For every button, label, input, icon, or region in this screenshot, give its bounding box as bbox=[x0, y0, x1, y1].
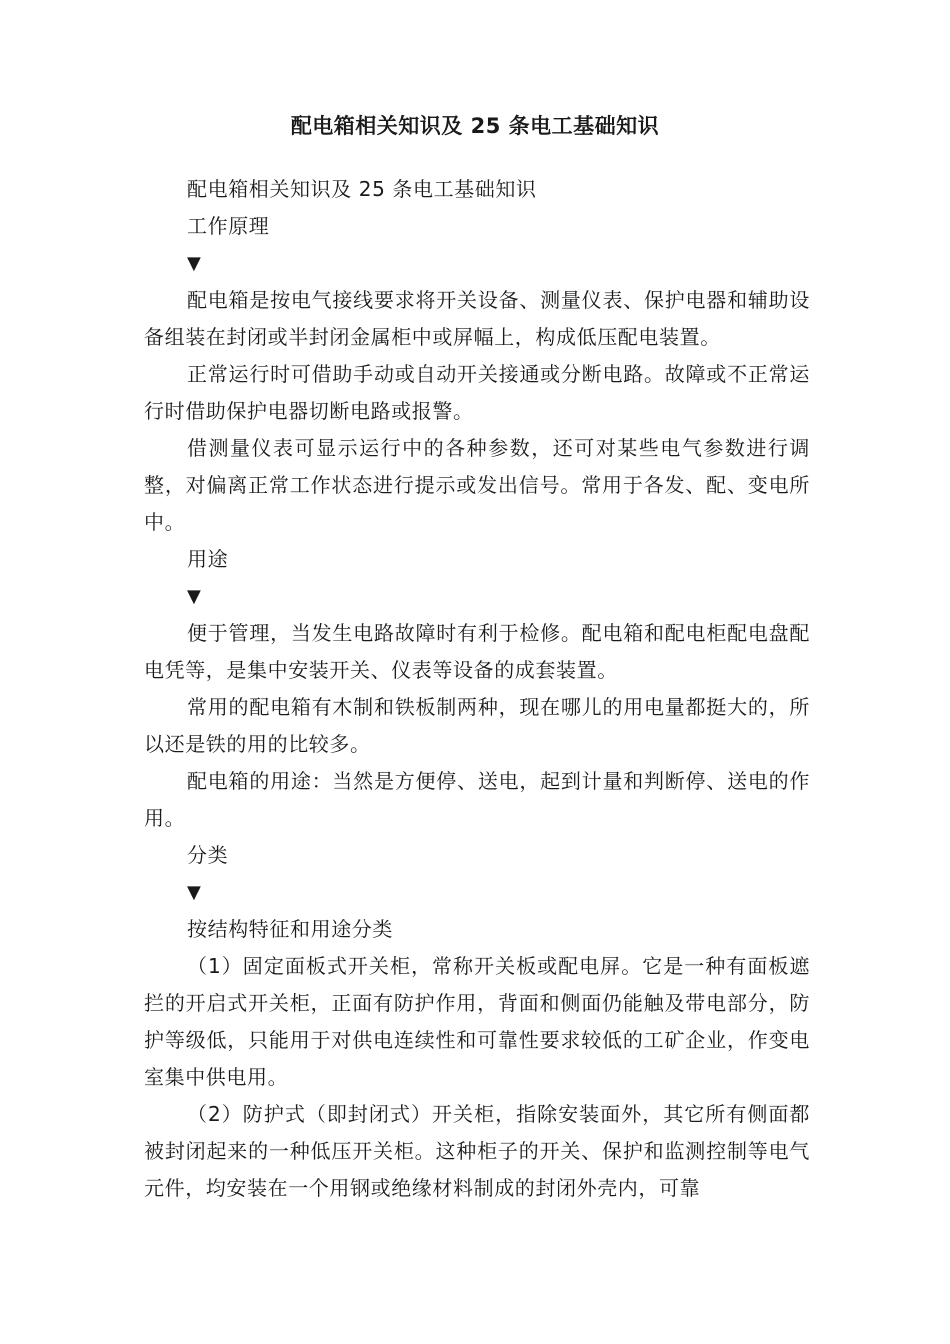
body-paragraph: 便于管理，当发生电路故障时有利于检修。配电箱和配电柜配电盘配电凭等，是集中安装开关、仪表等设备的成套装置。 bbox=[144, 621, 810, 682]
body-paragraph: 按结构特征和用途分类 bbox=[187, 917, 393, 941]
down-arrow-icon: ▼ bbox=[187, 882, 202, 903]
section-heading-classification: 分类 bbox=[187, 843, 229, 867]
down-arrow-icon: ▼ bbox=[187, 253, 202, 274]
document-body bbox=[144, 171, 810, 1207]
body-paragraph: 常用的配电箱有木制和铁板制两种，现在哪儿的用电量都挺大的，所以还是铁的用的比较多。 bbox=[144, 695, 810, 756]
down-arrow-icon: ▼ bbox=[187, 586, 202, 607]
section-heading-working-principle: 工作原理 bbox=[187, 214, 270, 238]
body-paragraph: 配电箱是按电气接线要求将开关设备、测量仪表、保护电器和辅助设备组装在封闭或半封闭金属柜中或屏幅上，构成低压配电装置。 bbox=[144, 288, 810, 349]
body-paragraph: （1）固定面板式开关柜，常称开关板或配电屏。它是一种有面板遮拦的开启式开关柜，正面有防护作用，背面和侧面仍能触及带电部分，防护等级低，只能用于对供电连续性和可靠性要求较低的工矿企业，作变电室集中供电用。 bbox=[144, 954, 810, 1089]
document-title: 配电箱相关知识及 25 条电工基础知识 bbox=[290, 114, 660, 138]
body-paragraph: （2）防护式（即封闭式）开关柜，指除安装面外，其它所有侧面都被封闭起来的一种低压开关柜。这种柜子的开关、保护和监测控制等电气元件，均安装在一个用钢或绝缘材料制成的封闭外壳内，可靠 bbox=[144, 1102, 810, 1200]
section-heading-usage: 用途 bbox=[187, 547, 229, 571]
body-paragraph: 正常运行时可借助手动或自动开关接通或分断电路。故障或不正常运行时借助保护电器切断电路或报警。 bbox=[144, 362, 810, 423]
body-paragraph: 借测量仪表可显示运行中的各种参数，还可对某些电气参数进行调整，对偏离正常工作状态进行提示或发出信号。常用于各发、配、变电所中。 bbox=[144, 436, 810, 534]
body-paragraph: 配电箱的用途：当然是方便停、送电，起到计量和判断停、送电的作用。 bbox=[144, 769, 810, 830]
subtitle-paragraph: 配电箱相关知识及 25 条电工基础知识 bbox=[187, 177, 537, 201]
